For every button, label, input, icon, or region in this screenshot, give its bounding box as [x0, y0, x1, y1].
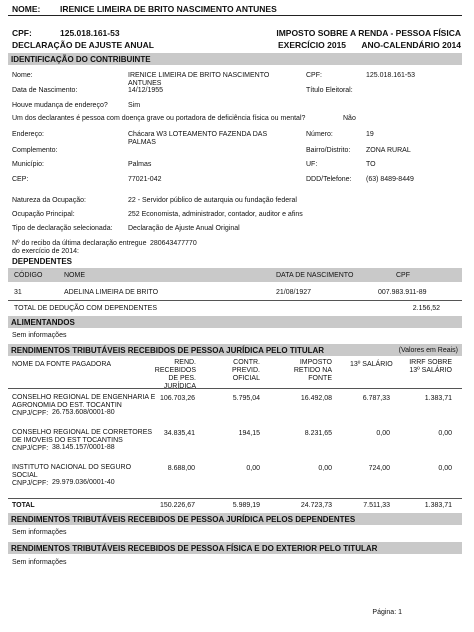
- rend-row-3-nome: INSTITUTO NACIONAL DO SEGURO SOCIAL: [12, 464, 132, 480]
- cep-value: 77021-042: [128, 176, 162, 183]
- nome-label: Nome:: [12, 72, 33, 79]
- bairro-label: Bairro/Distrito:: [306, 147, 351, 154]
- rendimentos-pf-text: Sem informações: [12, 559, 67, 566]
- recibo-label: Nº do recibo da última declaração entregue do exercício de 2014:: [12, 240, 147, 256]
- municipio-label: Município:: [12, 161, 44, 168]
- nome-value: IRENICE LIMEIRA DE BRITO NASCIMENTO ANTUNES: [128, 72, 270, 88]
- mudanca-endereco-label: Houve mudança de endereço?: [12, 102, 108, 109]
- dep-col-cpf: CPF: [396, 272, 410, 279]
- nascimento-value: 14/12/1955: [128, 87, 164, 94]
- uf-label: UF:: [306, 161, 318, 168]
- header-declaracao: DECLARAÇÃO DE AJUSTE ANUAL: [12, 40, 154, 50]
- rend-total-contr: 5.989,19: [232, 502, 260, 509]
- rend-row-3-imposto: 0,00: [318, 465, 332, 472]
- rend-total-rule: [8, 498, 462, 499]
- rend-col-nome: NOME DA FONTE PAGADORA: [12, 361, 112, 368]
- natureza-ocupacao-value: 22 - Servidor público de autarquia ou fundação federal: [128, 197, 297, 204]
- rend-row-1-13sal: 6.787,33: [362, 395, 390, 402]
- rend-row-2-contr: 194,15: [238, 430, 260, 437]
- dep-total-rule: [8, 300, 462, 301]
- dependente-row-codigo: 31: [14, 289, 22, 296]
- rend-row-3-contr: 0,00: [246, 465, 260, 472]
- valores-em-reais-note: (Valores em Reais): [398, 347, 458, 354]
- rend-row-1-rend: 106.703,26: [159, 395, 195, 402]
- alimentandos-text: Sem informações: [12, 332, 67, 339]
- rend-row-2-cnpj-label: CNPJ/CPF:: [12, 445, 49, 452]
- rend-total-irrf13: 1.383,71: [424, 502, 452, 509]
- section-title: RENDIMENTOS TRIBUTÁVEIS RECEBIDOS DE PESSOA FÍSICA E DO EXTERIOR PELO TITULAR: [11, 543, 378, 553]
- rend-row-1-nome: CONSELHO REGIONAL DE ENGENHARIA E AGRONOMIA DO EST. TOCANTIN: [12, 394, 156, 410]
- rend-row-1-cnpj-value: 26.753.608/0001-80: [52, 409, 115, 416]
- cep-label: CEP:: [12, 176, 29, 183]
- rend-row-2-imposto: 8.231,65: [304, 430, 332, 437]
- rend-total-13sal: 7.511,33: [363, 502, 390, 509]
- rend-row-1-cnpj-label: CNPJ/CPF:: [12, 410, 49, 417]
- header-cpf-label: CPF:: [12, 28, 32, 38]
- section-title: IDENTIFICAÇÃO DO CONTRIBUINTE: [11, 54, 151, 64]
- rend-total-imposto: 24.723,73: [300, 502, 332, 509]
- rend-row-2-cnpj-value: 38.145.157/0001-88: [52, 444, 115, 451]
- dep-col-codigo: CÓDIGO: [14, 272, 43, 279]
- section-rendimentos-pj-header: [8, 344, 462, 356]
- rend-row-2-nome: CONSELHO REGIONAL DE CORRETORES DE IMOVEIS DO EST TOCANTINS: [12, 429, 153, 445]
- dependente-row-nasc: 21/08/1927: [276, 289, 312, 296]
- page-number: Página: 1: [372, 609, 402, 616]
- dependente-row-nome: ADELINA LIMEIRA DE BRITO: [64, 289, 159, 296]
- natureza-ocupacao-label: Natureza da Ocupação:: [12, 197, 86, 204]
- rend-row-3-13sal: 724,00: [368, 465, 390, 472]
- header-nome-label: NOME:: [12, 4, 41, 14]
- titulo-eleitoral-label: Título Eleitoral:: [306, 87, 353, 94]
- header-nome-value: IRENICE LIMEIRA DE BRITO NASCIMENTO ANTUNES: [60, 4, 277, 14]
- rend-total-label: TOTAL: [12, 502, 35, 509]
- rend-col-recebidos: REND. RECEBIDOS DE PES. JURÍDICA: [154, 359, 196, 391]
- uf-value: TO: [366, 161, 376, 168]
- ocupacao-principal-value: 252 Economista, administrador, contador, auditor e afins: [128, 211, 303, 218]
- rend-row-3-cnpj-label: CNPJ/CPF:: [12, 480, 49, 487]
- rend-row-1-contr: 5.795,04: [232, 395, 260, 402]
- tipo-declaracao-value: Declaração de Ajuste Anual Original: [128, 225, 240, 232]
- ddd-telefone-label: DDD/Telefone:: [306, 176, 352, 183]
- endereco-value: Chácara W3 LOTEAMENTO FAZENDA DAS PALMAS: [128, 131, 268, 147]
- ocupacao-principal-label: Ocupação Principal:: [12, 211, 75, 218]
- section-title: RENDIMENTOS TRIBUTÁVEIS RECEBIDOS DE PESSOA JURÍDICA PELOS DEPENDENTES: [11, 514, 356, 524]
- ddd-telefone-value: (63) 8489-8449: [366, 176, 414, 183]
- mudanca-endereco-value: Sim: [128, 102, 141, 109]
- nascimento-label: Data de Nascimento:: [12, 87, 78, 94]
- dep-total-value: 2.156,52: [412, 305, 440, 312]
- deficiencia-label: Um dos declarantes é pessoa com doença grave ou portadora de deficiência física ou mental?: [12, 115, 306, 122]
- cpf-label: CPF:: [306, 72, 322, 79]
- numero-label: Número:: [306, 131, 333, 138]
- numero-value: 19: [366, 131, 374, 138]
- header-ano-calendario: ANO-CALENDÁRIO 2014: [361, 40, 461, 50]
- rend-col-13-salario: 13º SALÁRIO: [350, 361, 393, 368]
- tipo-declaracao-label: Tipo de declaração selecionada:: [12, 225, 113, 232]
- recibo-value: 280643477770: [150, 240, 197, 247]
- rend-row-2-13sal: 0,00: [376, 430, 390, 437]
- dep-total-label: TOTAL DE DEDUÇÃO COM DEPENDENTES: [14, 305, 158, 312]
- section-identificacao-header: [8, 53, 462, 65]
- municipio-value: Palmas: [128, 161, 152, 168]
- header-cpf-value: 125.018.161-53: [60, 28, 120, 38]
- header-exercicio: EXERCÍCIO 2015: [278, 40, 347, 50]
- cpf-value: 125.018.161-53: [366, 72, 416, 79]
- complemento-label: Complemento:: [12, 147, 58, 154]
- header-top-rule: [8, 15, 462, 16]
- rendimentos-dependentes-text: Sem informações: [12, 529, 67, 536]
- rend-row-1-imposto: 16.492,08: [300, 395, 332, 402]
- section-title: RENDIMENTOS TRIBUTÁVEIS RECEBIDOS DE PESSOA JURÍDICA PELO TITULAR: [11, 345, 325, 355]
- rend-row-1-irrf13: 1.383,71: [424, 395, 452, 402]
- rend-col-imposto: IMPOSTO RETIDO NA FONTE: [293, 359, 332, 383]
- section-dependentes-title: DEPENDENTES: [12, 257, 73, 266]
- bairro-value: ZONA RURAL: [366, 147, 411, 154]
- rend-col-contr: CONTR. PREVID. OFICIAL: [231, 359, 260, 383]
- section-rendimentos-dependentes-header: [8, 513, 462, 525]
- rend-row-3-rend: 8.688,00: [167, 465, 195, 472]
- rend-header-rule: [8, 388, 462, 389]
- dep-col-nome: NOME: [64, 272, 85, 279]
- rend-total-rend: 150.226,67: [159, 502, 195, 509]
- dep-col-nasc: DATA DE NASCIMENTO: [276, 272, 354, 279]
- rend-row-2-rend: 34.835,41: [163, 430, 195, 437]
- rend-row-3-irrf13: 0,00: [438, 465, 452, 472]
- deficiencia-value: Não: [343, 115, 356, 122]
- rend-row-3-cnpj-value: 29.979.036/0001-40: [52, 479, 115, 486]
- section-alimentandos-header: [8, 316, 462, 328]
- rend-row-2-irrf13: 0,00: [438, 430, 452, 437]
- section-title: ALIMENTANDOS: [11, 317, 75, 327]
- rend-col-irrf-13: IRRF SOBRE 13º SALÁRIO: [409, 359, 452, 375]
- endereco-label: Endereço:: [12, 131, 44, 138]
- section-rendimentos-pf-header: [8, 542, 462, 554]
- dependente-row-cpf: 007.983.911-89: [378, 289, 427, 296]
- header-imposto: IMPOSTO SOBRE A RENDA - PESSOA FÍSICA: [276, 28, 461, 38]
